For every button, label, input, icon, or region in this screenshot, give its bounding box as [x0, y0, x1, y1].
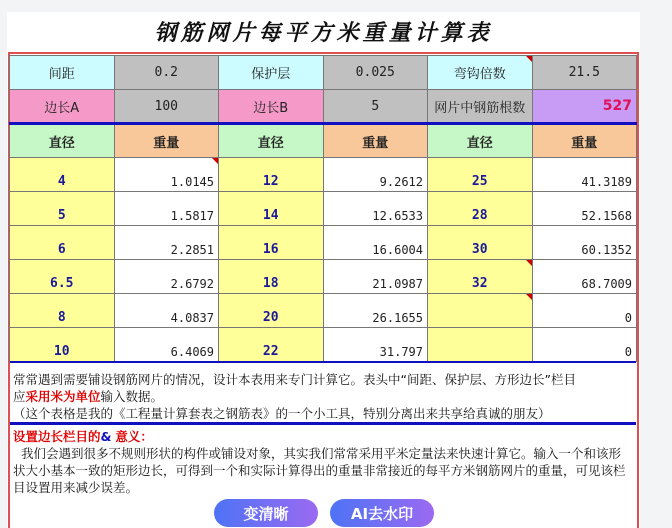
diameter-cell[interactable]: 30	[428, 226, 533, 260]
enhance-button[interactable]: 变清晰	[214, 499, 318, 527]
weight-cell[interactable]: 52.1568	[532, 192, 637, 226]
weight-cell[interactable]: 26.1655	[323, 294, 428, 328]
weight-cell[interactable]: 2.2851	[114, 226, 219, 260]
table-row	[10, 328, 637, 362]
diameter-cell[interactable]: 5	[10, 192, 115, 226]
diameter-cell[interactable]: 8	[10, 294, 115, 328]
section-heading	[13, 428, 633, 445]
heading-amp: &	[100, 429, 112, 444]
weight-cell[interactable]: 6.4069	[114, 328, 219, 362]
table-row	[10, 294, 637, 328]
weight-cell[interactable]: 16.6004	[323, 226, 428, 260]
spacing-cell[interactable]: 0.2	[114, 56, 219, 90]
count-label: 网片中钢筋根数	[428, 90, 533, 124]
heading-text: 意义：	[115, 429, 153, 444]
diameter-cell[interactable]	[428, 294, 533, 328]
params-row-1	[10, 56, 637, 90]
diameter-cell[interactable]: 6.5	[10, 260, 115, 294]
section-body: 我们会遇到很多不规则形状的构件或铺设对象，其实我们常常采用平米定量法来快速计算它。输入一个和该形状大小基本一致的矩形边长，可得到一个和实际计算得出的重量非常接近的每平方米钢筋网片的重量，可见该栏目设置用来减少误差。	[13, 446, 626, 495]
note-text: 应	[13, 389, 26, 404]
weight-cell[interactable]: 60.1352	[532, 226, 637, 260]
weight-cell[interactable]: 12.6533	[323, 192, 428, 226]
weight-cell[interactable]: 31.797	[323, 328, 428, 362]
diameter-cell[interactable]: 6	[10, 226, 115, 260]
hook-label: 弯钩倍数	[428, 56, 533, 90]
diameter-cell[interactable]: 16	[219, 226, 324, 260]
note-text: 输入数据。	[100, 389, 164, 404]
weight-cell[interactable]: 21.0987	[323, 260, 428, 294]
weight-cell[interactable]: 0	[532, 328, 637, 362]
params-row-2	[10, 90, 637, 124]
table-row	[10, 158, 637, 192]
diameter-cell[interactable]: 20	[219, 294, 324, 328]
sideA-label: 边长A	[10, 90, 115, 124]
dia-header: 直径	[219, 124, 324, 158]
sideB-label: 边长B	[219, 90, 324, 124]
weight-cell[interactable]: 2.6792	[114, 260, 219, 294]
weight-header: 重量	[532, 124, 637, 158]
dia-header: 直径	[10, 124, 115, 158]
table-row	[10, 192, 637, 226]
diameter-cell[interactable]: 25	[428, 158, 533, 192]
note-section	[10, 361, 636, 425]
heading-text: 设置边长栏目的	[13, 429, 101, 444]
remove-watermark-button[interactable]: AI去水印	[330, 499, 434, 527]
cover-label: 保护层	[219, 56, 324, 90]
count-cell[interactable]: 527	[532, 90, 637, 124]
sideA-cell[interactable]: 100	[114, 90, 219, 124]
weight-cell[interactable]: 9.2612	[323, 158, 428, 192]
weight-header: 重量	[323, 124, 428, 158]
header-row	[10, 124, 637, 158]
weight-header: 重量	[114, 124, 219, 158]
diameter-cell[interactable]: 18	[219, 260, 324, 294]
weight-cell[interactable]: 0	[532, 294, 637, 328]
weight-cell[interactable]: 1.0145	[114, 158, 219, 192]
sideB-cell[interactable]: 5	[323, 90, 428, 124]
page-title: 钢筋网片每平方米重量计算表	[154, 20, 493, 46]
weight-cell[interactable]: 41.3189	[532, 158, 637, 192]
table-row	[10, 260, 637, 294]
note-line: （这个表格是我的《工程量计算套表之钢筋表》的一个小工具，特别分离出来共享给真诚的朋友）	[13, 406, 551, 421]
spacing-label: 间距	[10, 56, 115, 90]
diameter-cell[interactable]: 32	[428, 260, 533, 294]
weight-cell[interactable]: 4.0837	[114, 294, 219, 328]
weight-cell[interactable]: 68.7009	[532, 260, 637, 294]
diameter-cell[interactable]: 28	[428, 192, 533, 226]
diameter-cell[interactable]: 14	[219, 192, 324, 226]
diameter-cell[interactable]: 10	[10, 328, 115, 362]
note-emphasis: 采用米为单位	[25, 389, 101, 404]
diameter-cell[interactable]: 12	[219, 158, 324, 192]
hook-cell[interactable]: 21.5	[532, 56, 637, 90]
note-line	[13, 388, 633, 405]
diameter-cell[interactable]: 4	[10, 158, 115, 192]
diameter-cell[interactable]: 22	[219, 328, 324, 362]
dia-header: 直径	[428, 124, 533, 158]
weight-cell[interactable]: 1.5817	[114, 192, 219, 226]
note-line: 常常遇到需要铺设钢筋网片的情况，设计本表用来专门计算它。表头中“间距、保护层、方形边长”栏目	[13, 372, 576, 387]
meaning-section	[10, 428, 636, 496]
calc-table	[9, 55, 637, 362]
spreadsheet	[7, 12, 640, 528]
diameter-cell[interactable]	[428, 328, 533, 362]
cover-cell[interactable]: 0.025	[323, 56, 428, 90]
table-row	[10, 226, 637, 260]
